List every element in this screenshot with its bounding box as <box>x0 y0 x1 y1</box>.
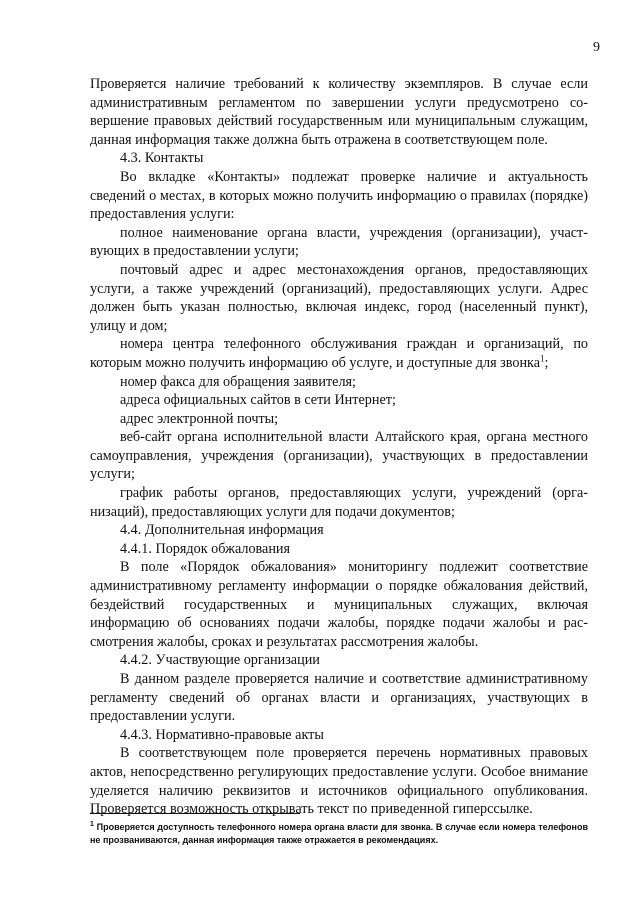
heading-contacts: 4.3. Контакты <box>120 150 204 167</box>
footnote-text: Проверяется доступность телефонного номера органа власти для звонка. В случае если номера телефонов не прозваниваются, данная информация также отражается в рекомендациях. <box>90 822 588 845</box>
list-item-fax: номер факса для обращения заявителя; <box>120 373 356 390</box>
paragraph-legal-acts: В соответствующем поле проверяется перечень нормативных правовых актов, непосредственно регулирующих предоставление услуги. Особое внимание уделяется наличию реквизитов и источников официального опубликования. Проверяется возможность открывать текст по приведенной гиперссылке. <box>90 745 588 818</box>
heading-additional-info: 4.4. Дополнительная информация <box>120 522 324 539</box>
phone-numbers-text: номера центра телефонного обслуживания граждан и организаций, по которым можно получить информацию об услуге, и доступные для звонка <box>90 336 588 371</box>
list-item-postal-address: почтовый адрес и адрес местонахождения органов, предоставляющих услуги, а также учреждений (организаций), предоставляющих услуги. Адрес должен быть указан полностью, включая индекс, город (населенный пункт), улицу и дом; <box>90 261 588 334</box>
footnote-mark: 1 <box>90 821 94 828</box>
body-text <box>90 75 588 819</box>
paragraph-copies-requirement: Проверяется наличие требований к количеству экземпляров. В случае если административным регламентом по завершении услуги предусмотрено совершение правовых действий государственным или муниципальным служащим, данная информация также должна быть отражена в соответствующем поле. <box>90 76 588 148</box>
list-item-schedule: график работы органов, предоставляющих услуги, учреждений (организаций), предоставляющих услуги для подачи документов; <box>90 485 588 520</box>
list-item-full-name: полное наименование органа власти, учреждения (организации), участвующих в предоставлении услуги; <box>90 224 588 260</box>
list-item-email: адрес электронной почты; <box>120 410 279 427</box>
footnote-reference: 1 <box>540 353 545 364</box>
heading-legal-acts: 4.4.3. Нормативно-правовые акты <box>120 726 324 743</box>
phone-numbers-tail: ; <box>544 354 549 371</box>
footnote <box>90 821 588 847</box>
heading-appeal-procedure: 4.4.1. Порядок обжалования <box>120 540 291 557</box>
footnote-separator <box>90 813 300 814</box>
heading-participating-orgs: 4.4.2. Участвующие организации <box>120 652 320 669</box>
paragraph-participating-orgs: В данном разделе проверяется наличие и соответствие административному регламенту сведений об органах власти и организациях, участвующих в предоставлении услуги. <box>90 671 588 725</box>
list-item-website-authority: веб-сайт органа исполнительной власти Алтайского края, органа местного самоуправления, учреждения (организации), участвующих в предоставлении услуги; <box>90 429 588 483</box>
list-item-websites: адреса официальных сайтов в сети Интернет; <box>120 392 396 409</box>
page-number: 9 <box>593 40 600 55</box>
paragraph-contacts-intro: Во вкладке «Контакты» подлежат проверке наличие и актуальность сведений о местах, в которых можно получить информацию о правилах (порядке) предоставления услуги: <box>90 168 588 223</box>
list-item-phone-numbers <box>90 335 588 372</box>
paragraph-appeal-procedure: В поле «Порядок обжалования» мониторингу подлежит соответствие административному регламенту информации о порядке обжалования действий, бездействий государственных и муниципальных служащих, включая информацию об основаниях подачи жалобы, порядке подачи жалобы и рассмотрения жалобы, сроках и результатах рассмотрения жалобы. <box>90 559 588 650</box>
